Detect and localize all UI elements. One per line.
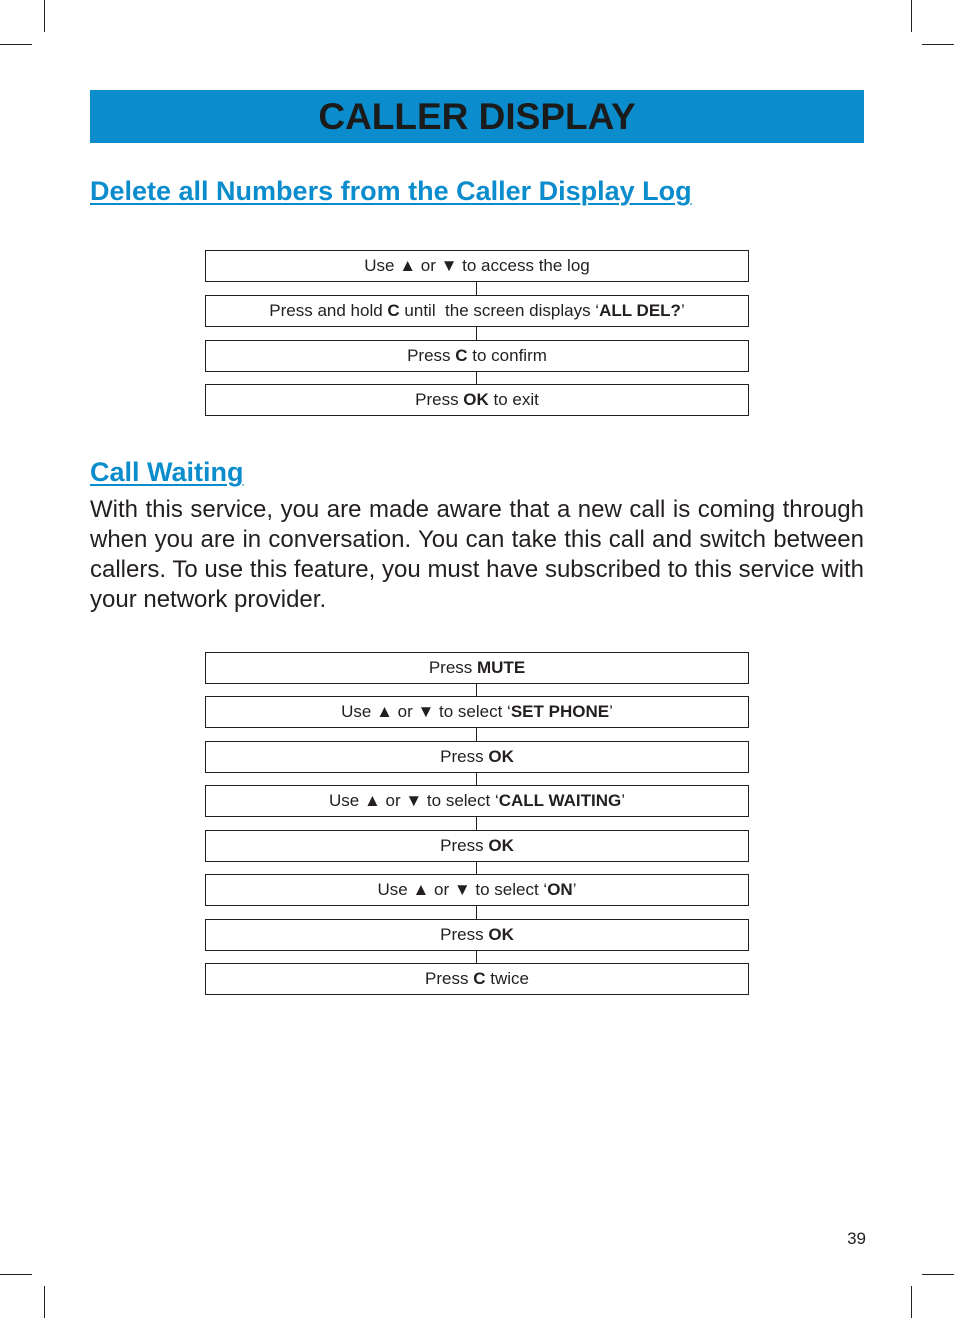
step-text: Press and hold <box>269 301 388 320</box>
step-text: Use ▲ or ▼ to access the log <box>364 256 590 275</box>
call-waiting-description: With this service, you are made aware that a new call is coming through when you are in conversation. You can take this call and switch between callers. To use this feature, you must have subscribed to this service with your network provider. <box>90 496 864 613</box>
crop-mark <box>911 1286 912 1318</box>
flow-step <box>205 741 749 773</box>
crop-mark <box>922 44 954 45</box>
crop-mark <box>911 0 912 32</box>
step-text: Press <box>440 925 489 944</box>
step-text: until the screen displays ‘ <box>399 301 600 320</box>
step-text: ’ <box>680 301 685 320</box>
flow-connector <box>476 728 477 741</box>
step-key: OK <box>463 390 489 409</box>
flow-connector <box>476 684 477 696</box>
step-text: Press <box>440 747 489 766</box>
step-text: Press <box>440 836 489 855</box>
flow-step <box>205 830 749 862</box>
step-text: Use ▲ or ▼ to select ‘ <box>329 791 499 810</box>
crop-mark <box>44 1286 45 1318</box>
step-text: Press <box>425 969 474 988</box>
flow-step <box>205 785 749 817</box>
step-text: Use ▲ or ▼ to select ‘ <box>377 880 548 899</box>
step-key: OK <box>488 836 514 855</box>
step-key: OK <box>488 747 514 766</box>
step-text: ’ <box>621 791 625 810</box>
flow-connector <box>476 372 477 384</box>
flow-step <box>205 919 749 951</box>
step-text: Press <box>415 390 464 409</box>
step-key: ON <box>547 880 573 899</box>
step-key: OK <box>488 925 514 944</box>
step-key: C <box>455 346 468 365</box>
flow-connector <box>476 282 477 295</box>
page-title: CALLER DISPLAY <box>318 95 636 137</box>
step-key: CALL WAITING <box>498 791 622 810</box>
section-heading-call-waiting: Call Waiting <box>90 457 244 487</box>
flow-step <box>205 696 749 728</box>
step-text: twice <box>485 969 529 988</box>
section-heading-delete-all: Delete all Numbers from the Caller Display Log <box>90 176 692 206</box>
step-text: Press <box>428 658 477 677</box>
flow-step <box>205 340 749 372</box>
step-key: ALL DEL? <box>599 301 681 320</box>
step-text: ’ <box>572 880 577 899</box>
step-text: Press <box>407 346 456 365</box>
step-key: C <box>387 301 400 320</box>
flow-connector <box>476 906 477 919</box>
step-text: ’ <box>609 702 613 721</box>
crop-mark <box>0 1274 32 1275</box>
step-text: to confirm <box>467 346 547 365</box>
page-number: 39 <box>847 1229 866 1248</box>
flow-step <box>205 963 749 995</box>
flow-connector <box>476 862 477 874</box>
crop-mark <box>44 0 45 32</box>
flow-step <box>205 250 749 282</box>
flow-connector <box>476 951 477 963</box>
flow-step <box>205 652 749 684</box>
step-key: MUTE <box>477 658 526 677</box>
step-text: to exit <box>488 390 539 409</box>
title-banner <box>90 90 864 143</box>
flow-step <box>205 295 749 327</box>
crop-mark <box>922 1274 954 1275</box>
step-key: SET PHONE <box>510 702 610 721</box>
step-text: Use ▲ or ▼ to select ‘ <box>341 702 511 721</box>
flow-connector <box>476 327 477 340</box>
flow-connector <box>476 773 477 785</box>
step-key: C <box>473 969 486 988</box>
crop-mark <box>0 44 32 45</box>
flow-connector <box>476 817 477 830</box>
flow-step <box>205 384 749 416</box>
flow-step <box>205 874 749 906</box>
